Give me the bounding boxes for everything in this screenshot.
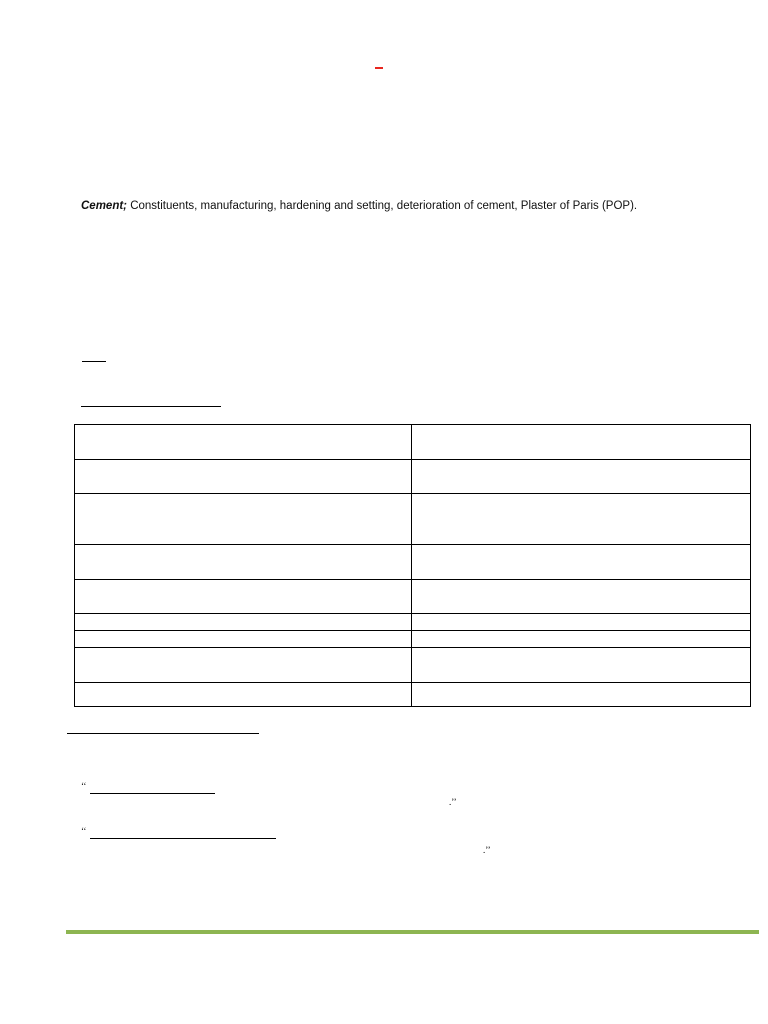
close-quote-2: .’’ — [483, 845, 491, 855]
syllabus-text: Constituents, manufacturing, hardening and setting, deterioration of cement, Plaster of Paris (POP). — [127, 200, 638, 212]
table-cell — [412, 545, 751, 580]
table-row — [75, 494, 751, 545]
table-cell — [75, 631, 412, 648]
table-cell — [412, 648, 751, 683]
open-quote-1: ‘‘ — [81, 781, 87, 791]
table-cell — [412, 631, 751, 648]
underline-blank-3 — [67, 733, 259, 734]
table-row — [75, 545, 751, 580]
table-cell — [75, 425, 412, 460]
table-row — [75, 614, 751, 631]
table-cell — [75, 614, 412, 631]
table-row — [75, 460, 751, 494]
table-cell — [412, 494, 751, 545]
table-row — [75, 631, 751, 648]
table-cell — [412, 614, 751, 631]
table-row — [75, 425, 751, 460]
underline-blank-4 — [90, 793, 215, 794]
table-cell — [75, 545, 412, 580]
close-quote-1: .’’ — [449, 797, 457, 807]
table-row — [75, 580, 751, 614]
table-cell — [412, 425, 751, 460]
table-cell — [75, 683, 412, 707]
table-row — [75, 683, 751, 707]
table-cell — [75, 494, 412, 545]
underline-blank-1 — [82, 361, 106, 362]
underline-blank-2 — [81, 406, 221, 407]
table-row — [75, 648, 751, 683]
footer-rule — [66, 930, 759, 934]
table-cell — [75, 460, 412, 494]
red-dash-mark — [375, 67, 383, 69]
underline-blank-5 — [90, 838, 276, 839]
table-cell — [412, 683, 751, 707]
syllabus-lead: Cement; — [81, 200, 128, 212]
table-cell — [75, 648, 412, 683]
syllabus-paragraph — [81, 199, 641, 214]
table-cell — [412, 580, 751, 614]
table-cell — [75, 580, 412, 614]
empty-table — [74, 424, 751, 707]
open-quote-2: ‘‘ — [81, 826, 87, 836]
table-cell — [412, 460, 751, 494]
